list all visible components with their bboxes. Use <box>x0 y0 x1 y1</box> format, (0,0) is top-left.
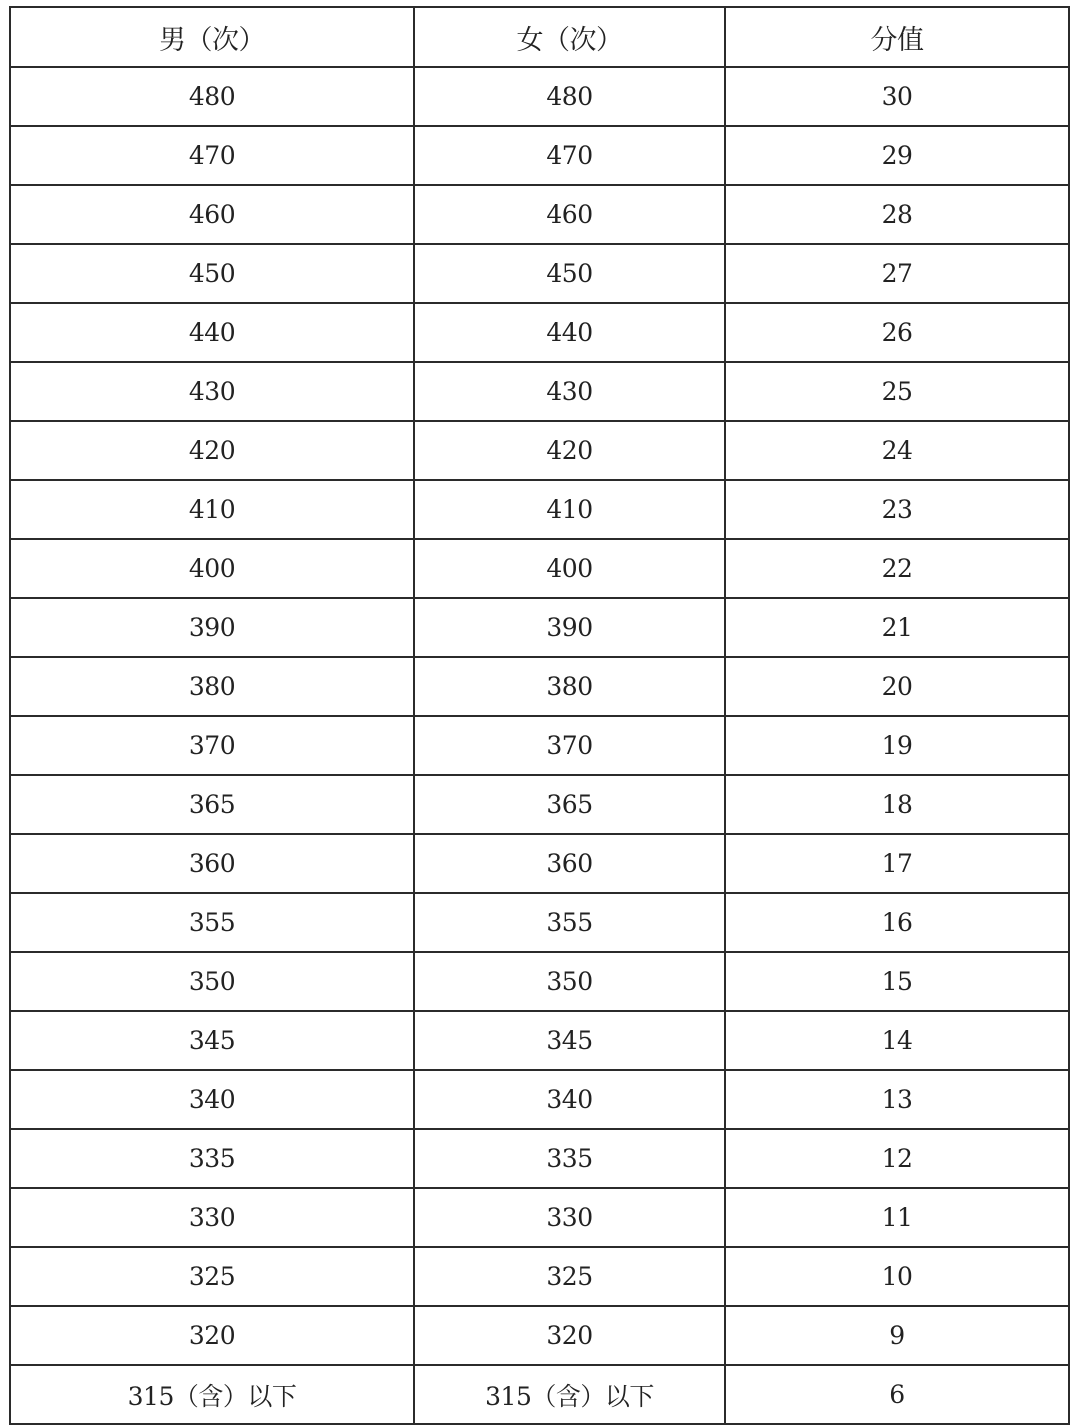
male-count-cell: 400 <box>10 539 414 598</box>
male-count-cell: 355 <box>10 893 414 952</box>
female-count-cell: 380 <box>414 657 725 716</box>
male-count-cell: 460 <box>10 185 414 244</box>
table-row <box>10 244 1069 303</box>
female-count-cell: 460 <box>414 185 725 244</box>
female-count-cell: 330 <box>414 1188 725 1247</box>
table-row <box>10 421 1069 480</box>
table-row <box>10 716 1069 775</box>
male-count-cell: 450 <box>10 244 414 303</box>
male-count-cell: 345 <box>10 1011 414 1070</box>
male-count-cell: 365 <box>10 775 414 834</box>
male-count-cell: 430 <box>10 362 414 421</box>
table-row <box>10 126 1069 185</box>
table-row <box>10 893 1069 952</box>
score-cell: 27 <box>725 244 1069 303</box>
female-count-cell: 335 <box>414 1129 725 1188</box>
table-row <box>10 1365 1069 1424</box>
male-count-cell: 420 <box>10 421 414 480</box>
score-cell: 9 <box>725 1306 1069 1365</box>
score-cell: 16 <box>725 893 1069 952</box>
score-cell: 14 <box>725 1011 1069 1070</box>
table-row <box>10 952 1069 1011</box>
table-row <box>10 1247 1069 1306</box>
male-count-cell: 340 <box>10 1070 414 1129</box>
male-count-cell: 480 <box>10 67 414 126</box>
male-count-cell: 440 <box>10 303 414 362</box>
table-row <box>10 1306 1069 1365</box>
male-count-cell: 335 <box>10 1129 414 1188</box>
male-count-cell: 410 <box>10 480 414 539</box>
female-count-cell: 370 <box>414 716 725 775</box>
female-count-cell: 360 <box>414 834 725 893</box>
score-cell: 21 <box>725 598 1069 657</box>
score-cell: 30 <box>725 67 1069 126</box>
table-row <box>10 598 1069 657</box>
score-cell: 25 <box>725 362 1069 421</box>
table-row <box>10 539 1069 598</box>
score-cell: 29 <box>725 126 1069 185</box>
score-cell: 26 <box>725 303 1069 362</box>
score-cell: 20 <box>725 657 1069 716</box>
score-cell: 12 <box>725 1129 1069 1188</box>
table-row <box>10 775 1069 834</box>
table-header-row <box>10 7 1069 67</box>
male-count-cell: 325 <box>10 1247 414 1306</box>
male-count-cell: 380 <box>10 657 414 716</box>
header-male-count: 男（次） <box>10 7 414 67</box>
score-cell: 22 <box>725 539 1069 598</box>
male-count-cell: 320 <box>10 1306 414 1365</box>
female-count-cell: 325 <box>414 1247 725 1306</box>
female-count-cell: 400 <box>414 539 725 598</box>
table-row <box>10 834 1069 893</box>
score-cell: 17 <box>725 834 1069 893</box>
female-count-cell: 320 <box>414 1306 725 1365</box>
score-cell: 6 <box>725 1365 1069 1424</box>
male-count-cell: 315（含）以下 <box>10 1365 414 1424</box>
score-cell: 28 <box>725 185 1069 244</box>
score-cell: 19 <box>725 716 1069 775</box>
table-row <box>10 1129 1069 1188</box>
score-cell: 24 <box>725 421 1069 480</box>
table-row <box>10 1070 1069 1129</box>
score-table <box>9 6 1070 1425</box>
score-cell: 10 <box>725 1247 1069 1306</box>
female-count-cell: 420 <box>414 421 725 480</box>
table-row <box>10 1011 1069 1070</box>
table-row <box>10 657 1069 716</box>
female-count-cell: 390 <box>414 598 725 657</box>
table-row <box>10 67 1069 126</box>
female-count-cell: 350 <box>414 952 725 1011</box>
score-cell: 11 <box>725 1188 1069 1247</box>
table-row <box>10 1188 1069 1247</box>
female-count-cell: 315（含）以下 <box>414 1365 725 1424</box>
female-count-cell: 340 <box>414 1070 725 1129</box>
score-cell: 15 <box>725 952 1069 1011</box>
female-count-cell: 450 <box>414 244 725 303</box>
male-count-cell: 360 <box>10 834 414 893</box>
female-count-cell: 410 <box>414 480 725 539</box>
header-female-count: 女（次） <box>414 7 725 67</box>
male-count-cell: 370 <box>10 716 414 775</box>
header-score: 分值 <box>725 7 1069 67</box>
male-count-cell: 470 <box>10 126 414 185</box>
female-count-cell: 430 <box>414 362 725 421</box>
female-count-cell: 480 <box>414 67 725 126</box>
female-count-cell: 440 <box>414 303 725 362</box>
female-count-cell: 345 <box>414 1011 725 1070</box>
female-count-cell: 355 <box>414 893 725 952</box>
female-count-cell: 365 <box>414 775 725 834</box>
female-count-cell: 470 <box>414 126 725 185</box>
table-row <box>10 185 1069 244</box>
score-cell: 18 <box>725 775 1069 834</box>
score-cell: 23 <box>725 480 1069 539</box>
score-table-container <box>9 6 1068 1411</box>
male-count-cell: 390 <box>10 598 414 657</box>
table-row <box>10 362 1069 421</box>
male-count-cell: 330 <box>10 1188 414 1247</box>
table-row <box>10 303 1069 362</box>
male-count-cell: 350 <box>10 952 414 1011</box>
table-row <box>10 480 1069 539</box>
score-cell: 13 <box>725 1070 1069 1129</box>
